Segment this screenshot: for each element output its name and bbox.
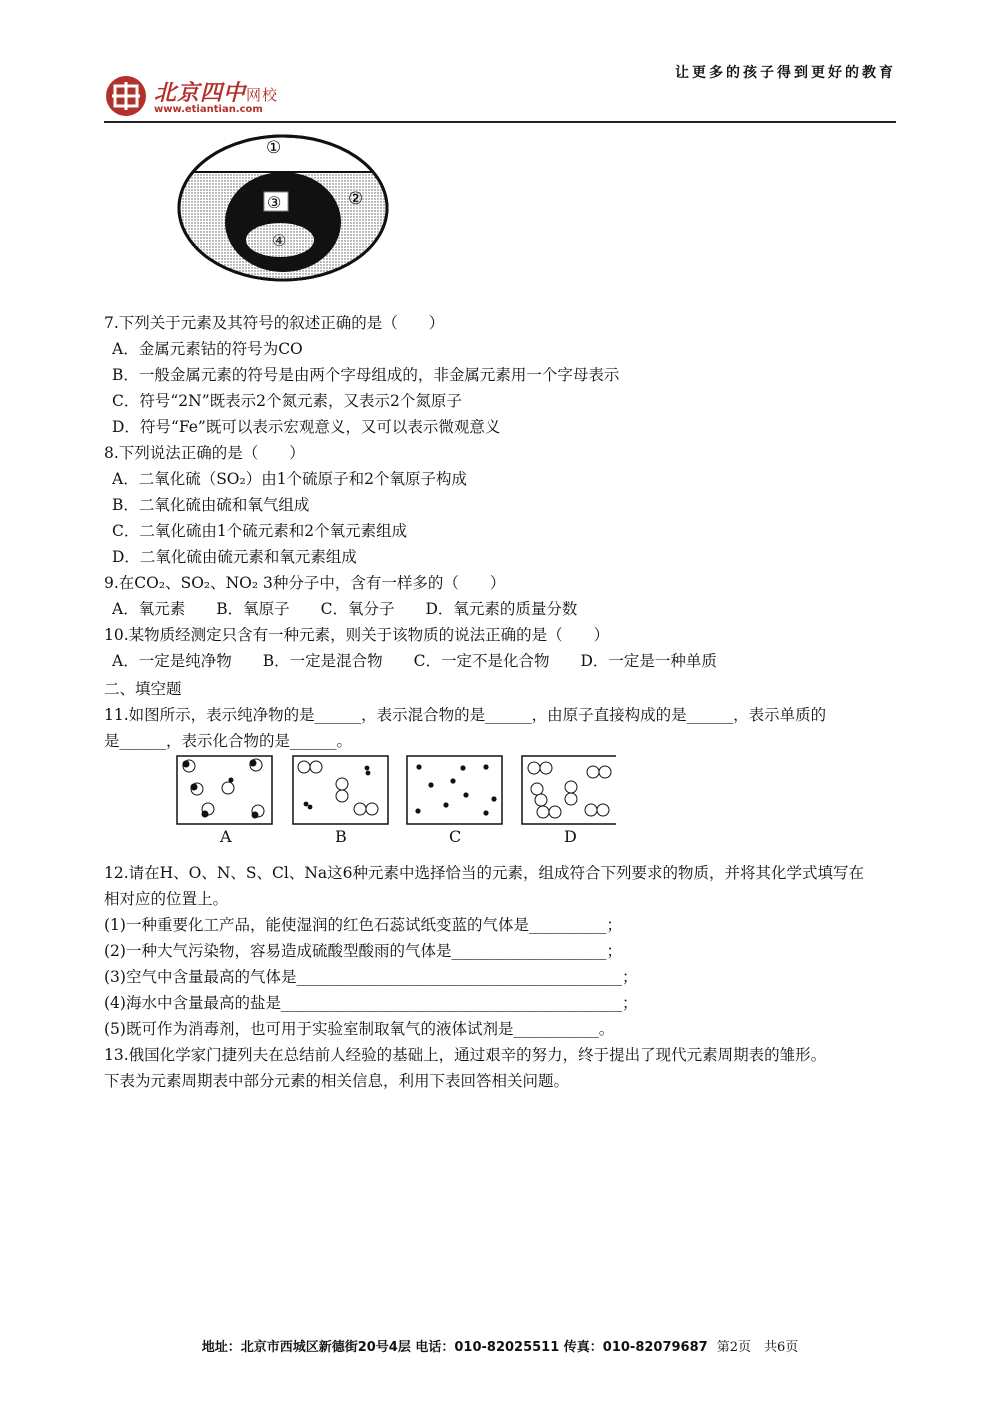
q13-line2: 下表为元素周期表中部分元素的相关信息，利用下表回答相关问题。 — [104, 1072, 570, 1090]
q13-line1: 13.俄国化学家门捷列夫在总结前人经验的基础上，通过艰辛的努力，终于提出了现代元素周期表的雏形。 — [104, 1046, 827, 1064]
q10-options: A．一定是纯净物 B．一定是混合物 C．一定不是化合物 D．一定是一种单质 — [112, 652, 717, 670]
q9-stem: 9.在CO₂、SO₂、NO₂ 3种分子中，含有一样多的（ ） — [104, 574, 506, 592]
q7-option-a: A．金属元素钴的符号为CO — [112, 340, 303, 358]
ellipse-label-2: ② — [348, 189, 364, 209]
q8-option-a: A．二氧化硫（SO₂）由1个硫原子和2个氧原子构成 — [112, 470, 467, 488]
header-slogan: 让更多的孩子得到更好的教育 — [675, 65, 896, 81]
q8-option-c: C．二氧化硫由1个硫元素和2个氧元素组成 — [112, 522, 408, 540]
box-label-b: B — [335, 827, 347, 846]
q12-line1: 12.请在H、O、N、S、Cl、Na这6种元素中选择恰当的元素，组成符合下列要求的物质，并将其化学式填写在 — [104, 864, 865, 882]
q8-stem: 8.下列说法正确的是（ ） — [104, 444, 305, 462]
q9-options: A．氧元素 B．氧原子 C．氧分子 D．氧元素的质量分数 — [112, 600, 578, 618]
particle-box-d — [522, 756, 616, 824]
box-label-d: D — [564, 827, 577, 846]
q10-stem: 10.某物质经测定只含有一种元素，则关于该物质的说法正确的是（ ） — [104, 626, 610, 644]
classification-ellipse-figure — [176, 132, 390, 284]
footer-address: 地址：北京市西城区新德街20号4层 电话：010-82025511 传真：010-82079687 — [201, 1340, 708, 1355]
page-footer — [0, 1336, 1000, 1355]
page-number: 第2页 共6页 — [716, 1340, 799, 1355]
q7-stem: 7.下列关于元素及其符号的叙述正确的是（ ） — [104, 314, 445, 332]
logo-emblem-icon — [104, 74, 148, 118]
particle-box-c — [407, 756, 502, 824]
q7-option-b: B．一般金属元素的符号是由两个字母组成的，非金属元素用一个字母表示 — [112, 366, 620, 384]
q7-option-c: C．符号“2N”既表示2个氮元素，又表示2个氮原子 — [112, 392, 462, 410]
particle-box-b — [293, 756, 388, 824]
q11-line2: 是______，表示化合物的是______。 — [104, 732, 353, 750]
ellipse-label-1: ① — [266, 138, 282, 158]
q11-line1: 11.如图所示，表示纯净物的是______，表示混合物的是______，由原子直接构成的是______，表示单质的 — [104, 706, 827, 724]
q12-item-2: (2)一种大气污染物，容易造成硫酸型酸雨的气体是____________________； — [104, 942, 622, 960]
q7-option-d: D．符号“Fe”既可以表示宏观意义，又可以表示微观意义 — [112, 418, 501, 436]
particle-box-a — [177, 756, 272, 824]
q8-option-d: D．二氧化硫由硫元素和氧元素组成 — [112, 548, 357, 566]
q12-item-1: (1)一种重要化工产品，能使湿润的红色石蕊试纸变蓝的气体是__________； — [104, 916, 622, 934]
box-label-c: C — [449, 827, 462, 846]
section-heading-fill-in: 二、填空题 — [104, 680, 182, 698]
q12-item-3: (3)空气中含量最高的气体是__________________________________________； — [104, 968, 638, 986]
logo-url: www.etiantian.com — [154, 104, 263, 115]
logo-name: 北京四中网校 — [154, 80, 279, 106]
box-label-a: A — [220, 827, 232, 846]
logo — [104, 72, 294, 120]
q12-item-4: (4)海水中含量最高的盐是____________________________________________； — [104, 994, 638, 1012]
q11-particle-figure — [176, 755, 616, 850]
q12-line2: 相对应的位置上。 — [104, 890, 229, 908]
ellipse-label-3: ③ — [267, 193, 282, 212]
q12-item-5: (5)既可作为消毒剂，也可用于实验室制取氧气的液体试剂是___________。 — [104, 1020, 615, 1038]
header-divider — [104, 121, 896, 123]
q8-option-b: B．二氧化硫由硫和氧气组成 — [112, 496, 310, 514]
ellipse-label-4: ④ — [272, 231, 287, 250]
